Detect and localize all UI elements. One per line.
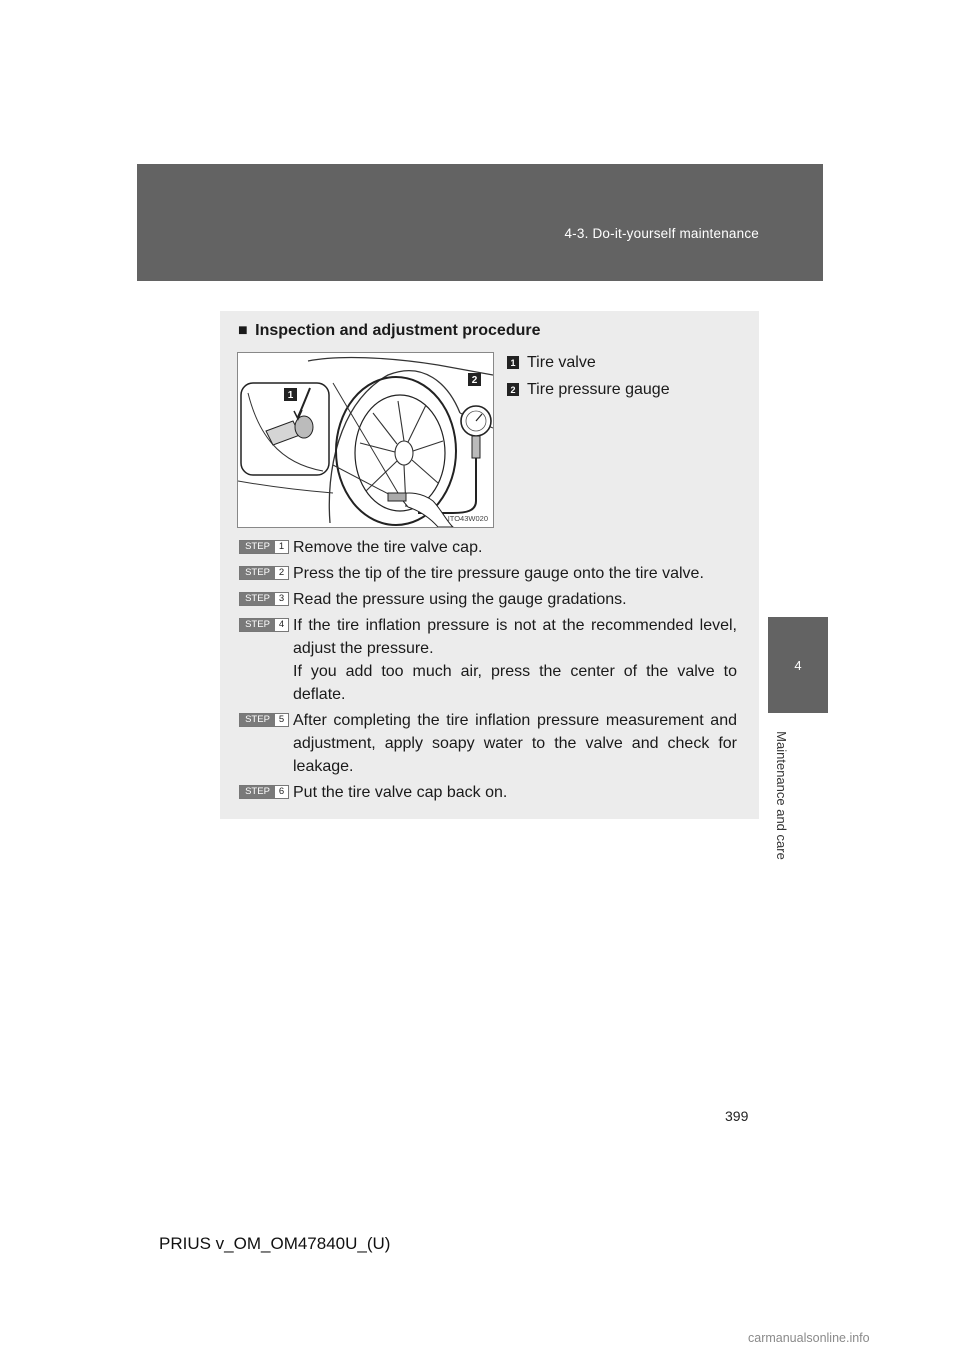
header-band [137, 164, 823, 281]
step-label: STEP [240, 593, 275, 605]
step-number: 5 [275, 714, 288, 726]
step-item [239, 709, 737, 778]
step-number: 3 [275, 593, 288, 605]
step-label: STEP [240, 619, 275, 631]
step-badge [239, 713, 289, 727]
step-text: Remove the tire valve cap. [293, 539, 483, 556]
page-number: 399 [725, 1108, 749, 1124]
chapter-number: 4 [794, 657, 802, 673]
step-number: 2 [275, 567, 288, 579]
step-label: STEP [240, 541, 275, 553]
figure-code: ITO43W020 [447, 514, 488, 523]
heading-text: Inspection and adjustment procedure [255, 322, 541, 339]
step-number: 6 [275, 786, 288, 798]
legend-item [507, 376, 670, 403]
chapter-tab [768, 617, 828, 713]
step-item [239, 562, 737, 585]
section-title: 4-3. Do-it-yourself maintenance [564, 226, 759, 241]
chapter-label [771, 720, 791, 870]
step-badge [239, 592, 289, 606]
step-number: 4 [275, 619, 288, 631]
step-item [239, 588, 737, 611]
heading-square-icon: ■ [238, 322, 248, 339]
callout-number-badge: 1 [507, 356, 519, 369]
step-text: Read the pressure using the gauge gradations. [293, 591, 627, 608]
step-badge [239, 618, 289, 632]
callout-legend [507, 349, 670, 403]
step-label: STEP [240, 714, 275, 726]
figure-callout-1: 1 [287, 390, 294, 401]
step-label: STEP [240, 567, 275, 579]
step-badge [239, 566, 289, 580]
legend-label: Tire valve [527, 353, 596, 371]
step-text: If the tire inflation pressure is not at the recommended level, adjust the pressure. [293, 617, 737, 657]
step-text: Press the tip of the tire pressure gauge onto the tire valve. [293, 565, 704, 582]
step-label: STEP [240, 786, 275, 798]
procedure-box [220, 311, 759, 819]
step-badge [239, 785, 289, 799]
step-item [239, 536, 737, 559]
step-item [239, 781, 737, 804]
tire-gauge-drawing [238, 353, 493, 527]
tire-valve-illustration [237, 352, 494, 528]
step-item [239, 614, 737, 706]
site-watermark: carmanualsonline.info [748, 1331, 870, 1345]
step-number: 1 [275, 541, 288, 553]
step-text: Put the tire valve cap back on. [293, 784, 508, 801]
callout-number-badge: 2 [507, 383, 519, 396]
step-badge [239, 540, 289, 554]
step-text: If you add too much air, press the center of the valve to deflate. [293, 663, 737, 703]
figure-callout-2: 2 [471, 375, 478, 386]
legend-label: Tire pressure gauge [527, 380, 670, 398]
document-id: PRIUS v_OM_OM47840U_(U) [159, 1234, 391, 1253]
step-text: After completing the tire inflation pressure measurement and adjustment, apply soapy water to the valve and check for leakage. [293, 712, 737, 775]
chapter-label-text: Maintenance and care [773, 730, 789, 860]
procedure-heading [238, 322, 541, 340]
legend-item [507, 349, 670, 376]
step-list [239, 536, 737, 807]
